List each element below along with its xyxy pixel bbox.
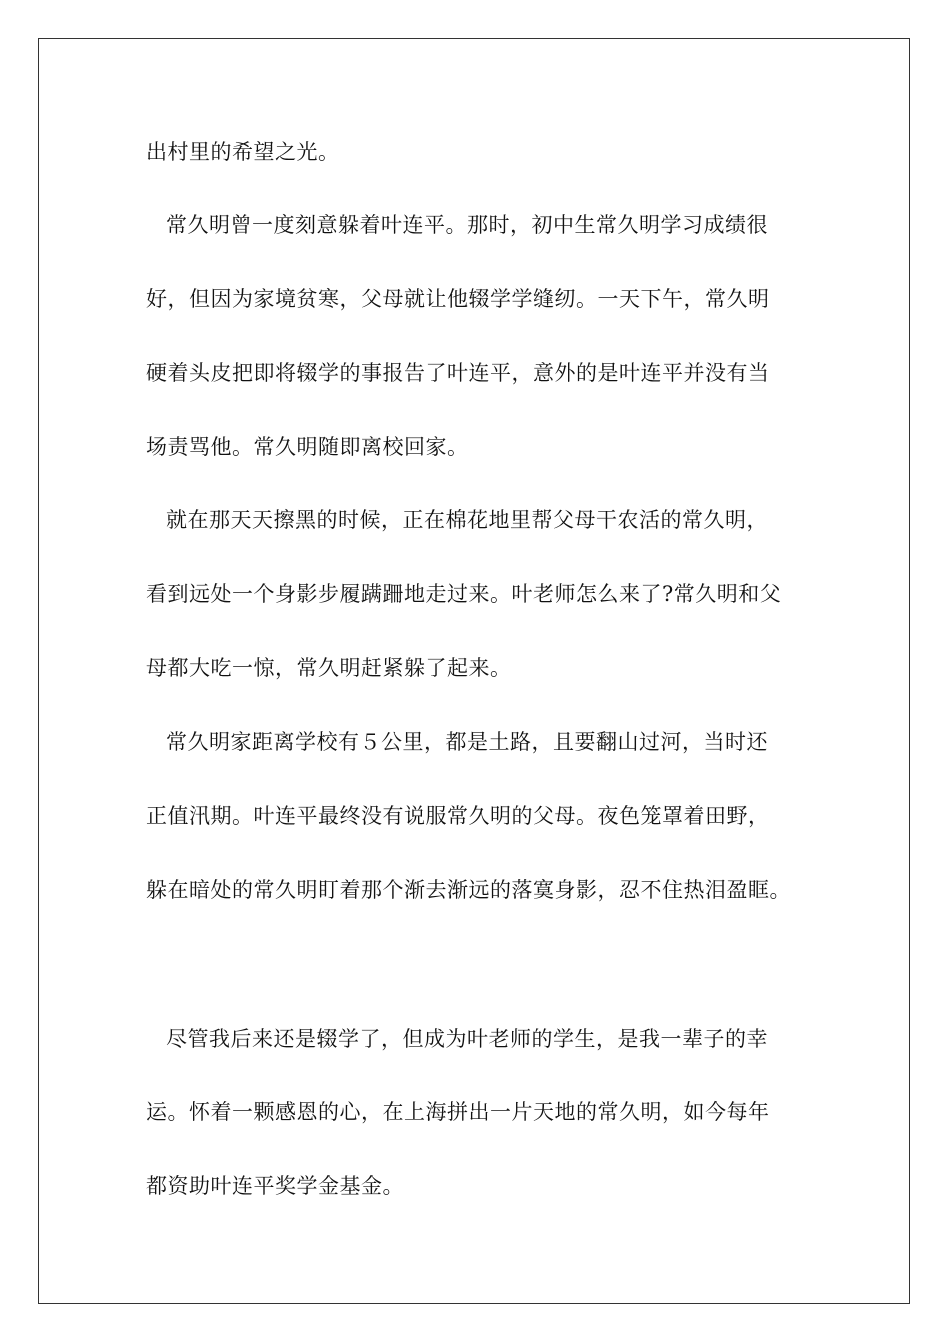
text-line: 硬着头皮把即将辍学的事报告了叶连平，意外的是叶连平并没有当 — [146, 361, 770, 385]
text-line: 出村里的希望之光。 — [146, 140, 340, 164]
text-line: 母都大吃一惊，常久明赶紧躲了起来。 — [146, 656, 512, 680]
text-line: 都资助叶连平奖学金基金。 — [146, 1174, 404, 1198]
text-line: 躲在暗处的常久明盯着那个渐去渐远的落寞身影，忍不住热泪盈眶。 — [146, 878, 791, 902]
text-line: 运。怀着一颗感恩的心，在上海拼出一片天地的常久明，如今每年 — [146, 1100, 770, 1124]
paragraph-first-line: 就在那天天擦黑的时候，正在棉花地里帮父母干农活的常久明， — [166, 508, 768, 532]
text-line: 看到远处一个身影步履蹒跚地走过来。叶老师怎么来了?常久明和父 — [146, 582, 782, 606]
paragraph-first-line: 尽管我后来还是辍学了，但成为叶老师的学生，是我一辈子的幸 — [166, 1027, 768, 1051]
paragraph-first-line: 常久明曾一度刻意躲着叶连平。那时，初中生常久明学习成绩很 — [166, 213, 768, 237]
text-line: 好，但因为家境贫寒，父母就让他辍学学缝纫。一天下午，常久明 — [146, 287, 770, 311]
paragraph-first-line: 常久明家距离学校有５公里，都是土路，且要翻山过河，当时还 — [166, 730, 768, 754]
text-line: 正值汛期。叶连平最终没有说服常久明的父母。夜色笼罩着田野， — [146, 804, 770, 828]
text-line: 场责骂他。常久明随即离校回家。 — [146, 435, 469, 459]
